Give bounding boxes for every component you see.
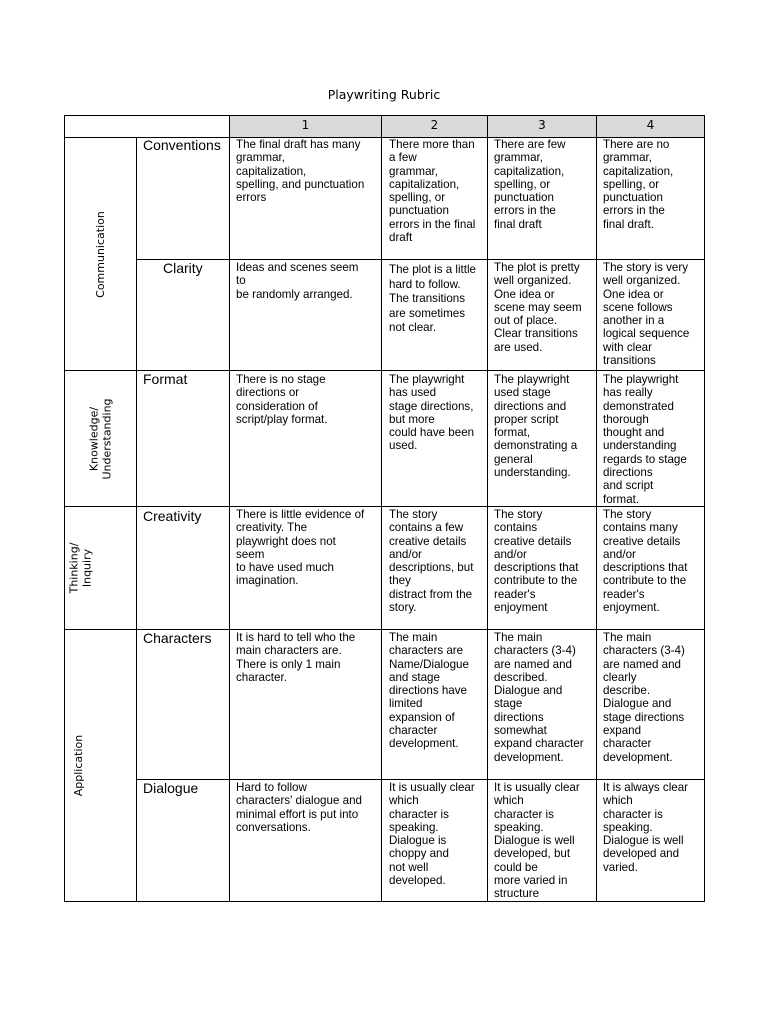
rubric-cell: The playwright has really demonstrated thorough thought and understanding regards to stage directions and script format. bbox=[603, 373, 687, 506]
rubric-cell: The story is very well organized. One idea or scene follows another in a logical sequence with clear transitions bbox=[603, 261, 690, 368]
level-header-3: 3 bbox=[538, 118, 546, 132]
rubric-cell: The main characters are Name/Dialogue and stage directions have limited expansion of character development. bbox=[389, 631, 469, 751]
rubric-cell: There are no grammar, capitalization, spelling, or punctuation errors in the final draft. bbox=[603, 138, 674, 231]
table-border-right bbox=[704, 115, 705, 902]
criterion-format: Format bbox=[143, 371, 188, 387]
rubric-cell: It is hard to tell who the main characters are. There is only 1 main character. bbox=[236, 631, 356, 684]
rubric-cell: Hard to follow characters' dialogue and minimal effort is put into conversations. bbox=[236, 781, 362, 834]
level-header-1: 1 bbox=[301, 118, 310, 132]
category-knowledge bbox=[65, 371, 136, 506]
criterion-creativity: Creativity bbox=[143, 508, 202, 524]
category-application bbox=[65, 630, 93, 901]
level-header-4: 4 bbox=[646, 118, 655, 132]
rubric-cell: The plot is pretty well organized. One idea or scene may seem out of place. Clear transitions are used. bbox=[494, 261, 582, 354]
rubric-cell: It is usually clear which character is speaking. Dialogue is choppy and not well developed. bbox=[389, 781, 475, 888]
rubric-cell: The story contains creative details and/or descriptions that contribute to the reader's enjoyment bbox=[494, 508, 579, 615]
column-divider bbox=[381, 115, 382, 902]
column-divider bbox=[487, 115, 488, 902]
category-label: Thinking/ Inquiry bbox=[67, 542, 93, 594]
rubric-cell: The main characters (3-4) are named and clearly describe. Dialogue and stage directions expand character development. bbox=[603, 631, 685, 764]
page-title: Playwriting Rubric bbox=[327, 87, 441, 102]
rubric-cell: There is little evidence of creativity. The playwright does not seem to have used much imagination. bbox=[236, 508, 365, 588]
criterion-dialogue: Dialogue bbox=[143, 780, 199, 796]
column-divider bbox=[229, 115, 230, 902]
criterion-characters: Characters bbox=[143, 630, 212, 646]
column-divider bbox=[136, 137, 137, 902]
rubric-cell: It is usually clear which character is speaking. Dialogue is well developed, but could be more varied in structure bbox=[494, 781, 580, 901]
rubric-cell: There are few grammar, capitalization, spelling, or punctuation errors in the final draft bbox=[494, 138, 566, 231]
section-divider bbox=[64, 506, 705, 507]
rubric-cell: There more than a few grammar, capitalization, spelling, or punctuation errors in the final draft bbox=[389, 138, 476, 245]
rubric-cell: The story contains a few creative details and/or descriptions, but they distract from the story. bbox=[389, 508, 474, 615]
rubric-cell: The main characters (3-4) are named and described. Dialogue and stage directions somewhat expand character development. bbox=[494, 631, 584, 764]
category-label: Knowledge/ Understanding bbox=[87, 397, 114, 480]
table-border-bottom bbox=[64, 901, 705, 902]
category-communication bbox=[65, 138, 136, 370]
row-divider bbox=[137, 259, 705, 260]
category-label: Application bbox=[72, 734, 86, 797]
rubric-cell: The playwright has used stage directions, but more could have been used. bbox=[389, 373, 475, 453]
rubric-cell: The playwright used stage directions and proper script format, demonstrating a general understanding. bbox=[494, 373, 578, 480]
level-header-2: 2 bbox=[430, 118, 439, 132]
criterion-conventions: Conventions bbox=[143, 137, 221, 153]
rubric-cell: The story contains many creative details and/or descriptions that contribute to the reader's enjoyment. bbox=[603, 508, 688, 615]
criterion-clarity: Clarity bbox=[163, 260, 203, 276]
rubric-cell: It is always clear which character is speaking. Dialogue is well developed and varied. bbox=[603, 781, 689, 874]
rubric-cell: There is no stage directions or consideration of script/play format. bbox=[236, 373, 328, 426]
column-divider bbox=[596, 115, 597, 902]
row-divider bbox=[137, 779, 705, 780]
category-label: Communication bbox=[94, 210, 108, 298]
rubric-cell: The plot is a little hard to follow. The transitions are sometimes not clear. bbox=[389, 263, 476, 334]
rubric-cell: The final draft has many grammar, capitalization, spelling, and punctuation errors bbox=[236, 138, 365, 205]
rubric-cell: Ideas and scenes seem to be randomly arranged. bbox=[236, 261, 359, 301]
category-thinking bbox=[65, 507, 95, 629]
